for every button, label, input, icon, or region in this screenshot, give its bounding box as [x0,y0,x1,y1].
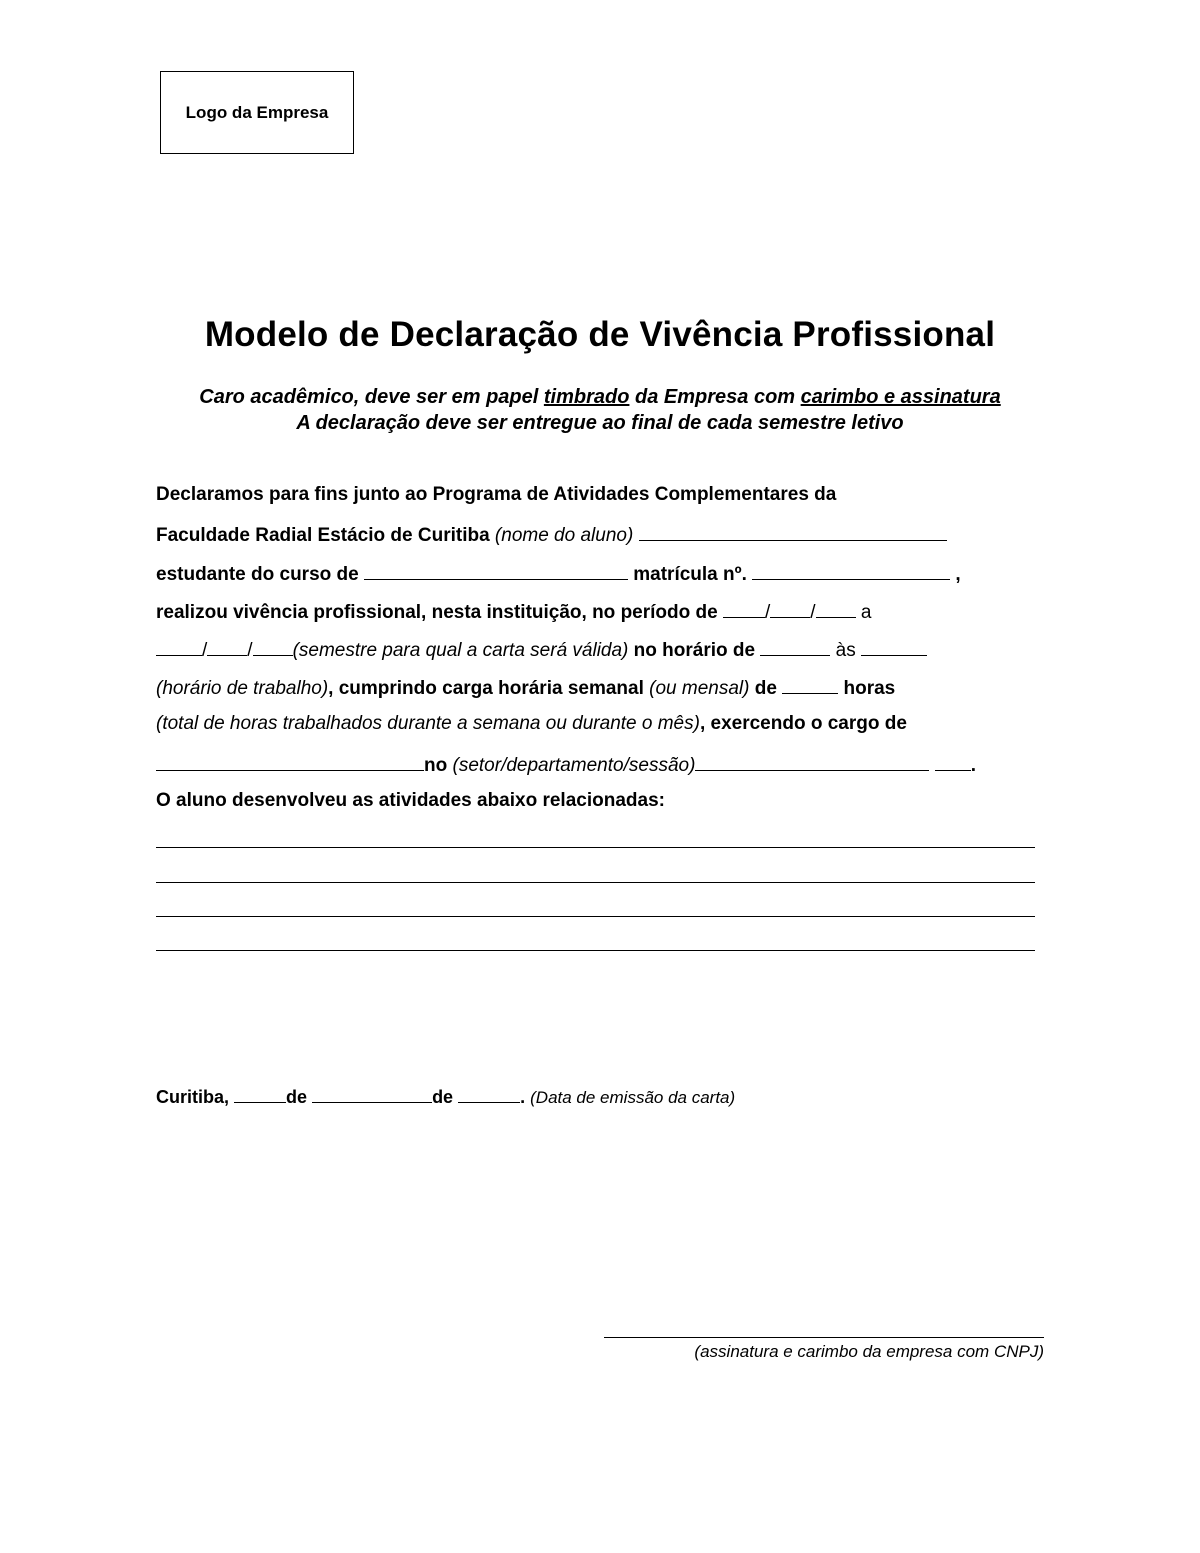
subtitle-text-a: Caro acadêmico, deve ser em papel [199,386,544,408]
end-time-blank[interactable] [861,637,927,656]
activity-line-2[interactable] [156,882,1035,883]
activity-line-3[interactable] [156,916,1035,917]
registration-label: matrícula nº. [633,564,747,585]
hours-blank[interactable] [782,675,838,694]
day-blank[interactable] [234,1084,286,1103]
activity-line-1[interactable] [156,847,1035,848]
subtitle-text-timbrado: timbrado [543,386,630,408]
course-blank[interactable] [364,561,628,580]
date-sep: / [764,602,771,623]
work-hours-hint: (horário de trabalho) [156,678,329,699]
department-hint: (setor/departamento/sessão) [452,755,696,776]
year-blank[interactable] [458,1084,520,1103]
body-line-5 [156,637,1046,662]
body-line-1: Declaramos para fins junto ao Programa de Atividades Complementares da [156,484,837,505]
hours-label: horas [843,678,896,699]
end-month-blank[interactable] [207,637,247,656]
student-name-hint: (nome do aluno) [494,525,634,546]
document-title: Modelo de Declaração de Vivência Profissional [204,315,996,354]
department-extra-blank[interactable] [935,752,971,771]
student-name-blank[interactable] [639,522,947,541]
de-label: de [432,1087,454,1107]
date-sep: / [810,602,816,623]
schedule-label: no horário de [628,640,756,661]
month-blank[interactable] [312,1084,432,1103]
city-label: Curitiba, [156,1087,230,1107]
faculty-text: Faculdade Radial Estácio de Curitiba [156,525,495,546]
date-line [156,1084,1046,1108]
signature-caption: (assinatura e carimbo da empresa com CNPJ) [694,1342,1044,1361]
body-line-2 [156,522,1046,547]
start-time-blank[interactable] [760,637,830,656]
start-year-blank[interactable] [816,599,856,618]
workload-label: , cumprindo carga horária semanal [328,678,650,699]
until-label: às [835,640,856,661]
total-hours-hint: (total de horas trabalhados durante a semana ou durante o mês) [156,713,700,734]
to-label: a [860,602,872,623]
position-blank[interactable] [156,752,424,771]
date-sep: / [247,640,253,661]
body-line-4 [156,599,1046,624]
end-day-blank[interactable] [156,637,202,656]
registration-blank[interactable] [752,561,950,580]
date-sep: / [202,640,208,661]
start-day-blank[interactable] [723,599,765,618]
body-line-7 [156,713,1046,735]
semester-hint: (semestre para qual a carta será válida) [292,640,629,661]
subtitle-line-2: A declaração deve ser entregue ao final de cada semestre letivo [296,412,904,434]
logo-label: Logo da Empresa [185,102,329,122]
period-label: realizou vivência profissional, nesta instituição, no período de [156,602,718,623]
position-label: , exercendo o cargo de [699,713,907,734]
end-year-blank[interactable] [253,637,293,656]
in-label: no [424,755,453,776]
body-line-8 [156,752,1046,777]
subtitle-text-c: da Empresa com [629,386,801,408]
start-month-blank[interactable] [770,599,810,618]
body-line-9: O aluno desenvolveu as atividades abaixo relacionadas: [156,790,665,811]
course-label: estudante do curso de [156,564,359,585]
issue-date-hint: (Data de emissão da carta) [530,1088,736,1107]
period-dot: . [970,755,976,776]
comma: , [955,564,961,585]
subtitle-line-1 [0,386,1200,409]
signature-line[interactable] [604,1337,1044,1338]
body-line-6 [156,675,1046,700]
body-line-3 [156,561,1046,586]
monthly-hint: (ou mensal) [649,678,750,699]
de-label: de [286,1087,308,1107]
activity-line-4[interactable] [156,950,1035,951]
date-dot: . [520,1087,526,1107]
department-blank[interactable] [695,752,929,771]
company-logo-placeholder [160,71,354,154]
subtitle-text-carimbo: carimbo e assinatura [800,386,1001,408]
of-label: de [749,678,777,699]
